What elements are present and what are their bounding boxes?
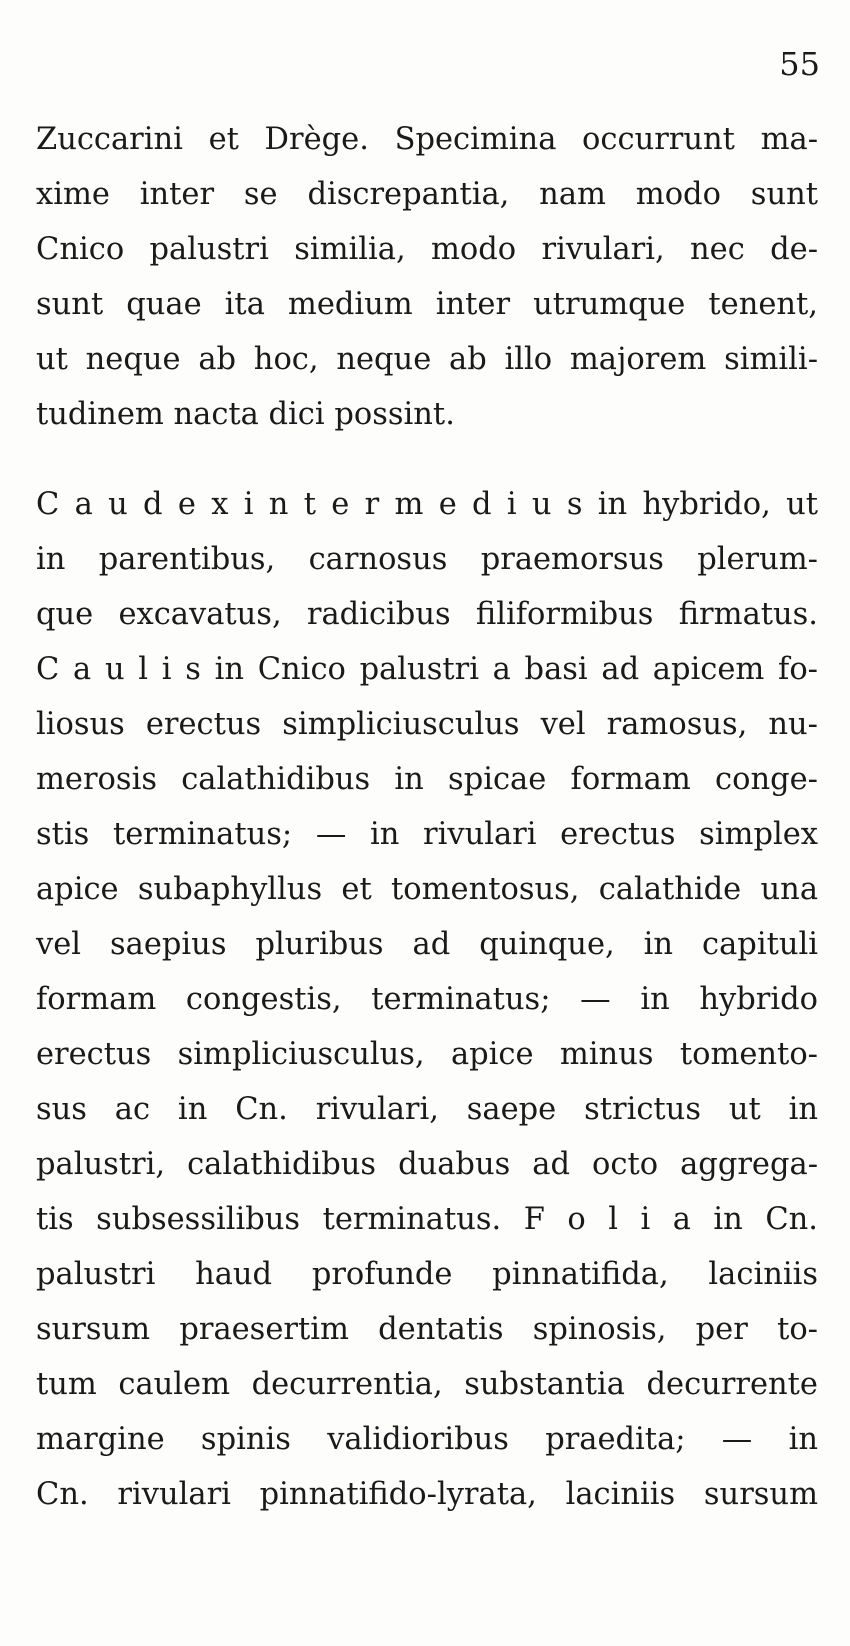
- text-line: stis terminatus; — in rivulari erectus simplex: [36, 817, 818, 852]
- text-line: Cn. rivulari pinnatifido-lyrata, laciniis sursum: [36, 1477, 818, 1512]
- text-line: in parentibus, carnosus praemorsus plerum-: [36, 542, 818, 577]
- text-line: apice subaphyllus et tomentosus, calathide una: [36, 872, 818, 907]
- text-line: que excavatus, radicibus filiformibus firmatus.: [36, 597, 818, 632]
- text-line: sursum praesertim dentatis spinosis, per to-: [36, 1312, 818, 1347]
- text-line: palustri haud profunde pinnatifida, laciniis: [36, 1257, 818, 1292]
- text-line: tum caulem decurrentia, substantia decurrente: [36, 1367, 818, 1402]
- text-line: tudinem nacta dici possint.: [36, 397, 455, 432]
- text-line: merosis calathidibus in spicae formam conge-: [36, 762, 818, 797]
- text-line: vel saepius pluribus ad quinque, in capituli: [36, 927, 818, 962]
- text-line: margine spinis validioribus praedita; — in: [36, 1422, 818, 1457]
- paragraph-1: [36, 112, 818, 442]
- text-line: Zuccarini et Drège. Specimina occurrunt ma-: [36, 122, 818, 157]
- text-line: ut neque ab hoc, neque ab illo majorem simili-: [36, 342, 818, 377]
- text-line: erectus simpliciusculus, apice minus tomento-: [36, 1037, 818, 1072]
- text-line: liosus erectus simpliciusculus vel ramosus, nu-: [36, 707, 818, 742]
- text-line: palustri, calathidibus duabus ad octo aggrega-: [36, 1147, 818, 1182]
- text-line: tis subsessilibus terminatus. F o l i a in Cn.: [36, 1202, 818, 1237]
- text-line: C a u l i s in Cnico palustri a basi ad apicem fo-: [36, 652, 818, 687]
- text-line: formam congestis, terminatus; — in hybrido: [36, 982, 818, 1017]
- paragraph-2: [36, 477, 818, 1522]
- text-line: xime inter se discrepantia, nam modo sunt: [36, 177, 818, 212]
- text-line: C a u d e x i n t e r m e d i u s in hybrido, ut: [36, 487, 818, 522]
- text-line: Cnico palustri similia, modo rivulari, nec de-: [36, 232, 818, 267]
- text-line: sus ac in Cn. rivulari, saepe strictus ut in: [36, 1092, 818, 1127]
- page-number: 55: [779, 45, 820, 83]
- text-line: sunt quae ita medium inter utrumque tenent,: [36, 287, 818, 322]
